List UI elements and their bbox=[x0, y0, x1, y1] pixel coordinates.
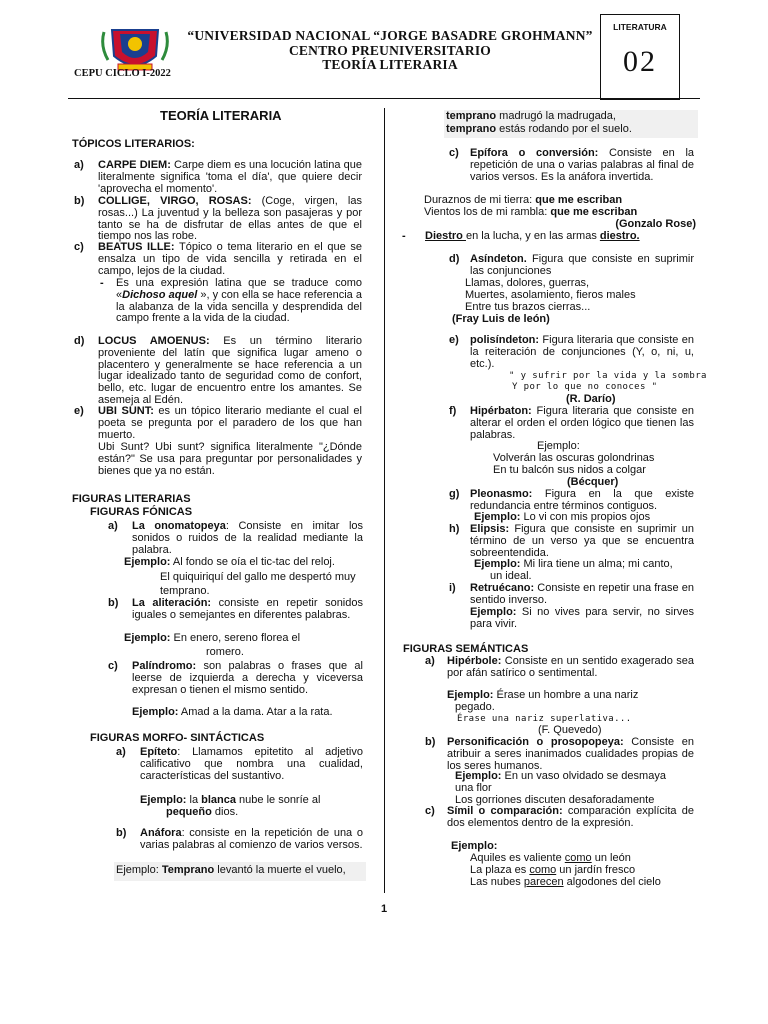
example-emphasis: temprano bbox=[446, 123, 497, 135]
item-letter: b) bbox=[74, 195, 85, 207]
figure-hiperbaton bbox=[470, 406, 694, 441]
topic-carpe-diem bbox=[98, 160, 362, 195]
figure-polisindeton bbox=[470, 335, 694, 370]
term: polisíndeton: bbox=[470, 334, 540, 346]
item-letter: f) bbox=[449, 405, 457, 417]
example-text: dios. bbox=[211, 806, 239, 818]
term: Palíndromo: bbox=[132, 660, 197, 672]
item-letter: e) bbox=[74, 405, 84, 417]
item-letter: b) bbox=[116, 827, 127, 839]
verse-text: Vientos los de mi rambla: bbox=[424, 206, 551, 218]
example-text: En enero, sereno florea el bbox=[170, 632, 301, 644]
example-label: Ejemplo: bbox=[451, 840, 498, 852]
definition: Consiste en la repetición de una o varias palabras al final de varios versos. Es la anáfora invertida. bbox=[470, 147, 694, 183]
example-label: Ejemplo: bbox=[124, 632, 171, 644]
verse-emphasis: parecen bbox=[523, 876, 564, 888]
verse-line bbox=[446, 123, 698, 136]
author-credit: (Fray Luis de león) bbox=[452, 313, 550, 325]
example-text: El quiquiriquí del gallo me despertó muy temprano. bbox=[160, 571, 356, 597]
verse-text: un león bbox=[591, 852, 631, 864]
figure-retruecano bbox=[470, 583, 694, 607]
example-emphasis: temprano bbox=[446, 110, 497, 122]
figure-personificacion bbox=[447, 737, 694, 772]
item-letter: e) bbox=[449, 334, 459, 346]
example-text: Si no vives para servir, no sirves para vivir. bbox=[470, 606, 694, 630]
verse-line: En tu balcón sus nidos a colgar bbox=[493, 464, 646, 476]
example-emphasis: pequeño bbox=[166, 806, 212, 818]
term: La onomatopeya bbox=[132, 520, 226, 532]
term: Epífora o conversión: bbox=[470, 147, 599, 159]
verse-emphasis: que me escriban bbox=[550, 206, 638, 218]
author-credit: (R. Darío) bbox=[566, 393, 616, 405]
bullet-dash: - bbox=[402, 230, 406, 242]
figures-heading: FIGURAS LITERARIAS bbox=[72, 493, 191, 505]
example-text: pegado. bbox=[455, 701, 495, 713]
term: Símil o comparación: bbox=[447, 805, 563, 817]
figure-onomatopeya bbox=[132, 521, 363, 556]
example-label: Ejemplo: bbox=[140, 794, 187, 806]
verse-line: Muertes, asolamiento, fieros males bbox=[465, 289, 636, 301]
example-label: Ejemplo: bbox=[132, 706, 179, 718]
definition: Figura literaria que consiste en alterar el orden el orden lógico que tienen las palabras. bbox=[470, 405, 694, 441]
course-box bbox=[600, 14, 680, 100]
item-letter: a) bbox=[74, 159, 84, 171]
definition: son palabras o frases que al leerse de izquierda a derecha y viceversa expresan o tienen el mismo sentido. bbox=[132, 660, 363, 696]
example-label: Ejemplo: bbox=[474, 511, 521, 523]
example-text: Érase un hombre a una nariz bbox=[493, 689, 639, 701]
definition: Consiste en un sentido exagerado sea por afán satírico o sentimental. bbox=[447, 655, 694, 679]
definition: : Consiste en imitar los sonidos o ruidos de la realidad mediante la palabra. bbox=[132, 520, 363, 556]
figure-simil bbox=[447, 806, 694, 830]
example-label: Ejemplo: bbox=[537, 440, 580, 452]
beatus-ille-note bbox=[116, 278, 362, 325]
example-text: estás rodando por el suelo. bbox=[496, 123, 632, 135]
term: Anáfora bbox=[140, 827, 182, 839]
anafora-example-continued bbox=[444, 110, 698, 138]
verse-line: Volverán las oscuras golondrinas bbox=[493, 452, 655, 464]
item-letter: b) bbox=[108, 597, 119, 609]
item-letter: i) bbox=[449, 582, 456, 594]
definition: Figura literaria que consiste en la reiteración de conjunciones (Y, o, ni, u, etc.). bbox=[470, 334, 694, 370]
example-text: En un vaso olvidado se desmaya bbox=[501, 770, 666, 782]
verse-text: Duraznos de mi tierra: bbox=[424, 194, 536, 206]
topic-ubi-sunt bbox=[98, 406, 362, 441]
verse-text: La plaza es bbox=[470, 864, 530, 876]
figure-elipsis bbox=[470, 524, 694, 559]
example bbox=[166, 807, 238, 819]
term: Retruécano: bbox=[470, 582, 535, 594]
item-letter: h) bbox=[449, 523, 460, 535]
course-number: 02 bbox=[623, 45, 657, 78]
term: Pleonasmo: bbox=[470, 488, 533, 500]
topic-collige-virgo bbox=[98, 196, 362, 243]
item-letter: c) bbox=[449, 147, 459, 159]
example-text: un ideal. bbox=[490, 570, 532, 582]
term: Hipérbole: bbox=[447, 655, 502, 667]
section-title: TEORÍA LITERARIA bbox=[160, 108, 282, 123]
definition: (Coge, virgen, las rosas...) La juventud y la belleza son pasajeras y por tanto se ha de disfrutar de ellas antes de que el tiempo nos las robe. bbox=[98, 195, 362, 243]
definition: Figura que consiste en suprimir las conjunciones bbox=[470, 253, 694, 277]
term: UBI SUNT: bbox=[98, 405, 154, 417]
example-text: nube le sonríe al bbox=[236, 794, 321, 806]
example-emphasis: Temprano bbox=[161, 864, 215, 876]
example-text: romero. bbox=[206, 646, 244, 658]
definition: comparación explícita de dos elementos dentro de la expresión. bbox=[447, 805, 694, 829]
definition: es un tópico literario mediante el cual el poeta se pregunta por el paradero de los que han muerto. bbox=[98, 405, 362, 441]
definition: : Llamamos epitetito al adjetivo calificativo que nombra una cualidad, características del sustantivo. bbox=[140, 746, 363, 782]
ubi-sunt-explanation: Ubi Sunt? Ubi sunt? significa literalmente "¿Dónde están?" Se usa para preguntar por personalidades y bienes que ya no están. bbox=[98, 441, 362, 477]
verse-line: Y por lo que no conoces " bbox=[512, 382, 658, 392]
figure-asindeton bbox=[470, 254, 694, 278]
term: Asíndeton. bbox=[470, 253, 527, 265]
definition: consiste en repetir sonidos iguales o semejantes en diferentes palabras. bbox=[132, 597, 363, 621]
example-text: Lo vi con mis propios ojos bbox=[520, 511, 651, 523]
item-letter: g) bbox=[449, 488, 460, 500]
center-name: CENTRO PREUNIVERSITARIO bbox=[288, 43, 491, 58]
example-text: Al fondo se oía el tic-tac del reloj. bbox=[170, 556, 335, 568]
example bbox=[470, 607, 694, 631]
item-letter: c) bbox=[74, 241, 84, 253]
verse-line bbox=[424, 207, 637, 219]
figure-epiteto bbox=[140, 747, 363, 782]
term: Epíteto bbox=[140, 746, 178, 758]
term: Hipérbaton: bbox=[470, 405, 532, 417]
term: LOCUS AMOENUS: bbox=[98, 335, 210, 347]
item-letter: d) bbox=[449, 253, 460, 265]
verse-text: algodones del cielo bbox=[563, 876, 661, 888]
item-letter: d) bbox=[74, 335, 85, 347]
page-number: 1 bbox=[380, 903, 388, 915]
verse-line: Llamas, dolores, guerras, bbox=[465, 277, 590, 289]
verse-line: Entre tus brazos cierras... bbox=[465, 301, 591, 313]
note-text: Es una expresión latina que se traduce como « bbox=[116, 277, 362, 301]
verse-emphasis: como bbox=[529, 864, 557, 876]
anafora-example bbox=[114, 862, 366, 881]
definition: : consiste en la repetición de una o varias palabras al comienzo de varios versos. bbox=[140, 827, 363, 851]
verse-text: un jardín fresco bbox=[556, 864, 636, 876]
term: Personificación o prosopopeya: bbox=[447, 736, 624, 748]
example bbox=[124, 633, 363, 645]
university-name: “UNIVERSIDAD NACIONAL “JORGE BASADRE GROHMANN” bbox=[187, 28, 593, 43]
verse-emphasis: como bbox=[564, 852, 592, 864]
topic-beatus-ille bbox=[98, 242, 362, 277]
item-letter: a) bbox=[108, 520, 118, 532]
verse-text: Las nubes bbox=[470, 876, 524, 888]
author-credit: (Bécquer) bbox=[567, 476, 619, 488]
author-credit: (Gonzalo Rose) bbox=[615, 218, 696, 230]
header-divider bbox=[68, 98, 700, 99]
example-label: Ejemplo: bbox=[455, 770, 502, 782]
example-text: Mi lira tiene un alma; mi canto, bbox=[520, 558, 673, 570]
example-label: Ejemplo: bbox=[447, 689, 494, 701]
note-text: », y con ella se hace referencia a la alabanza de la vida sencilla y desprendida del campo frente a la vida de la ciudad. bbox=[116, 288, 362, 325]
term: COLLIGE, VIRGO, ROSAS: bbox=[98, 195, 252, 207]
example-emphasis: blanca bbox=[201, 794, 236, 806]
item-letter: c) bbox=[425, 805, 435, 817]
definition: Figura en la que existe redundancia entre términos contiguos. bbox=[470, 488, 694, 512]
figure-anafora bbox=[140, 828, 363, 852]
author-credit: (F. Quevedo) bbox=[538, 724, 602, 736]
topics-heading: TÓPICOS LITERARIOS: bbox=[72, 138, 195, 150]
semantic-figures-heading: FIGURAS SEMÁNTICAS bbox=[403, 643, 529, 655]
example-label: Ejemplo: bbox=[124, 556, 171, 568]
item-letter: a) bbox=[116, 746, 126, 758]
example-text: Amad a la dama. Atar a la rata. bbox=[178, 706, 333, 718]
example-label: Ejemplo: bbox=[470, 606, 517, 618]
verse-text: en la lucha, y en las armas bbox=[465, 230, 600, 242]
definition: Carpe diem es una locución latina que literalmente significa 'toma el día', que quiere decir 'aprovecha el momento'. bbox=[98, 159, 362, 195]
topic-locus-amoenus bbox=[98, 336, 362, 407]
verse-emphasis: que me escriban bbox=[535, 194, 623, 206]
example-text: levantó la muerte el vuelo, bbox=[214, 864, 346, 876]
term: CARPE DIEM: bbox=[98, 159, 171, 171]
item-letter: c) bbox=[108, 660, 118, 672]
figure-epifora bbox=[470, 148, 694, 183]
verse-line: Érase una nariz superlativa... bbox=[457, 714, 632, 724]
verse-emphasis: Diestro bbox=[425, 230, 466, 242]
morpho-syntactic-heading: FIGURAS MORFO- SINTÁCTICAS bbox=[90, 732, 265, 744]
verse-line: " y sufrir por la vida y la sombra bbox=[509, 371, 707, 381]
verse-emphasis: diestro. bbox=[599, 230, 640, 242]
bullet-dash: - bbox=[100, 277, 104, 289]
example-label: Ejemplo: bbox=[474, 558, 521, 570]
item-letter: a) bbox=[425, 655, 435, 667]
example bbox=[132, 707, 333, 719]
document-subject: TEORÍA LITERARIA bbox=[322, 57, 458, 72]
verse-line bbox=[470, 877, 661, 889]
verse-line bbox=[425, 231, 640, 243]
figure-hiperbole bbox=[447, 656, 694, 680]
course-label: LITERATURA bbox=[613, 22, 667, 32]
term: BEATUS ILLE: bbox=[98, 241, 175, 253]
note-emphasis: Dichoso aquel bbox=[122, 288, 201, 301]
example-text: madrugó la madrugada, bbox=[496, 110, 616, 122]
example-text: la bbox=[186, 794, 202, 806]
phonic-figures-heading: FIGURAS FÓNICAS bbox=[90, 506, 193, 518]
example-label: Ejemplo: bbox=[116, 864, 162, 876]
definition: Consiste en repetir una frase en sentido inverso. bbox=[470, 582, 694, 606]
definition: Consiste en atribuir a seres inanimados cualidades propias de los seres humanos. bbox=[447, 736, 694, 772]
definition: Figura que consiste en suprimir un término de un verso ya que se encuentra sobreentendida. bbox=[470, 523, 694, 559]
term: La aliteración: bbox=[132, 597, 212, 609]
term: Elipsis: bbox=[470, 523, 510, 535]
figure-aliteracion bbox=[132, 598, 363, 622]
example-text: Los gorriones discuten desaforadamente bbox=[455, 794, 655, 806]
definition: Es un término literario proveniente del latín que significa lugar ameno o placentero y generalmente se hace referencia a un lugar idealizado tanto de seguridad como de confort, bello, etc. lugar de encuentro entre los amantes. Se asemeja al Edén. bbox=[98, 335, 362, 406]
cycle-label: CEPU CICLO I-2022 bbox=[74, 68, 171, 79]
example bbox=[124, 557, 335, 569]
column-divider bbox=[384, 108, 385, 893]
university-logo bbox=[100, 26, 170, 74]
definition: Tópico o tema literario en el que se ensalza un tipo de vida sencilla y retirada en el campo, lejos de la ciudad. bbox=[98, 241, 362, 277]
verse-line bbox=[446, 110, 698, 123]
figure-palindromo bbox=[132, 661, 363, 696]
item-letter: b) bbox=[425, 736, 436, 748]
example-text: una flor bbox=[455, 782, 492, 794]
figure-pleonasmo bbox=[470, 489, 694, 513]
verse-text: Aquiles es valiente bbox=[470, 852, 565, 864]
